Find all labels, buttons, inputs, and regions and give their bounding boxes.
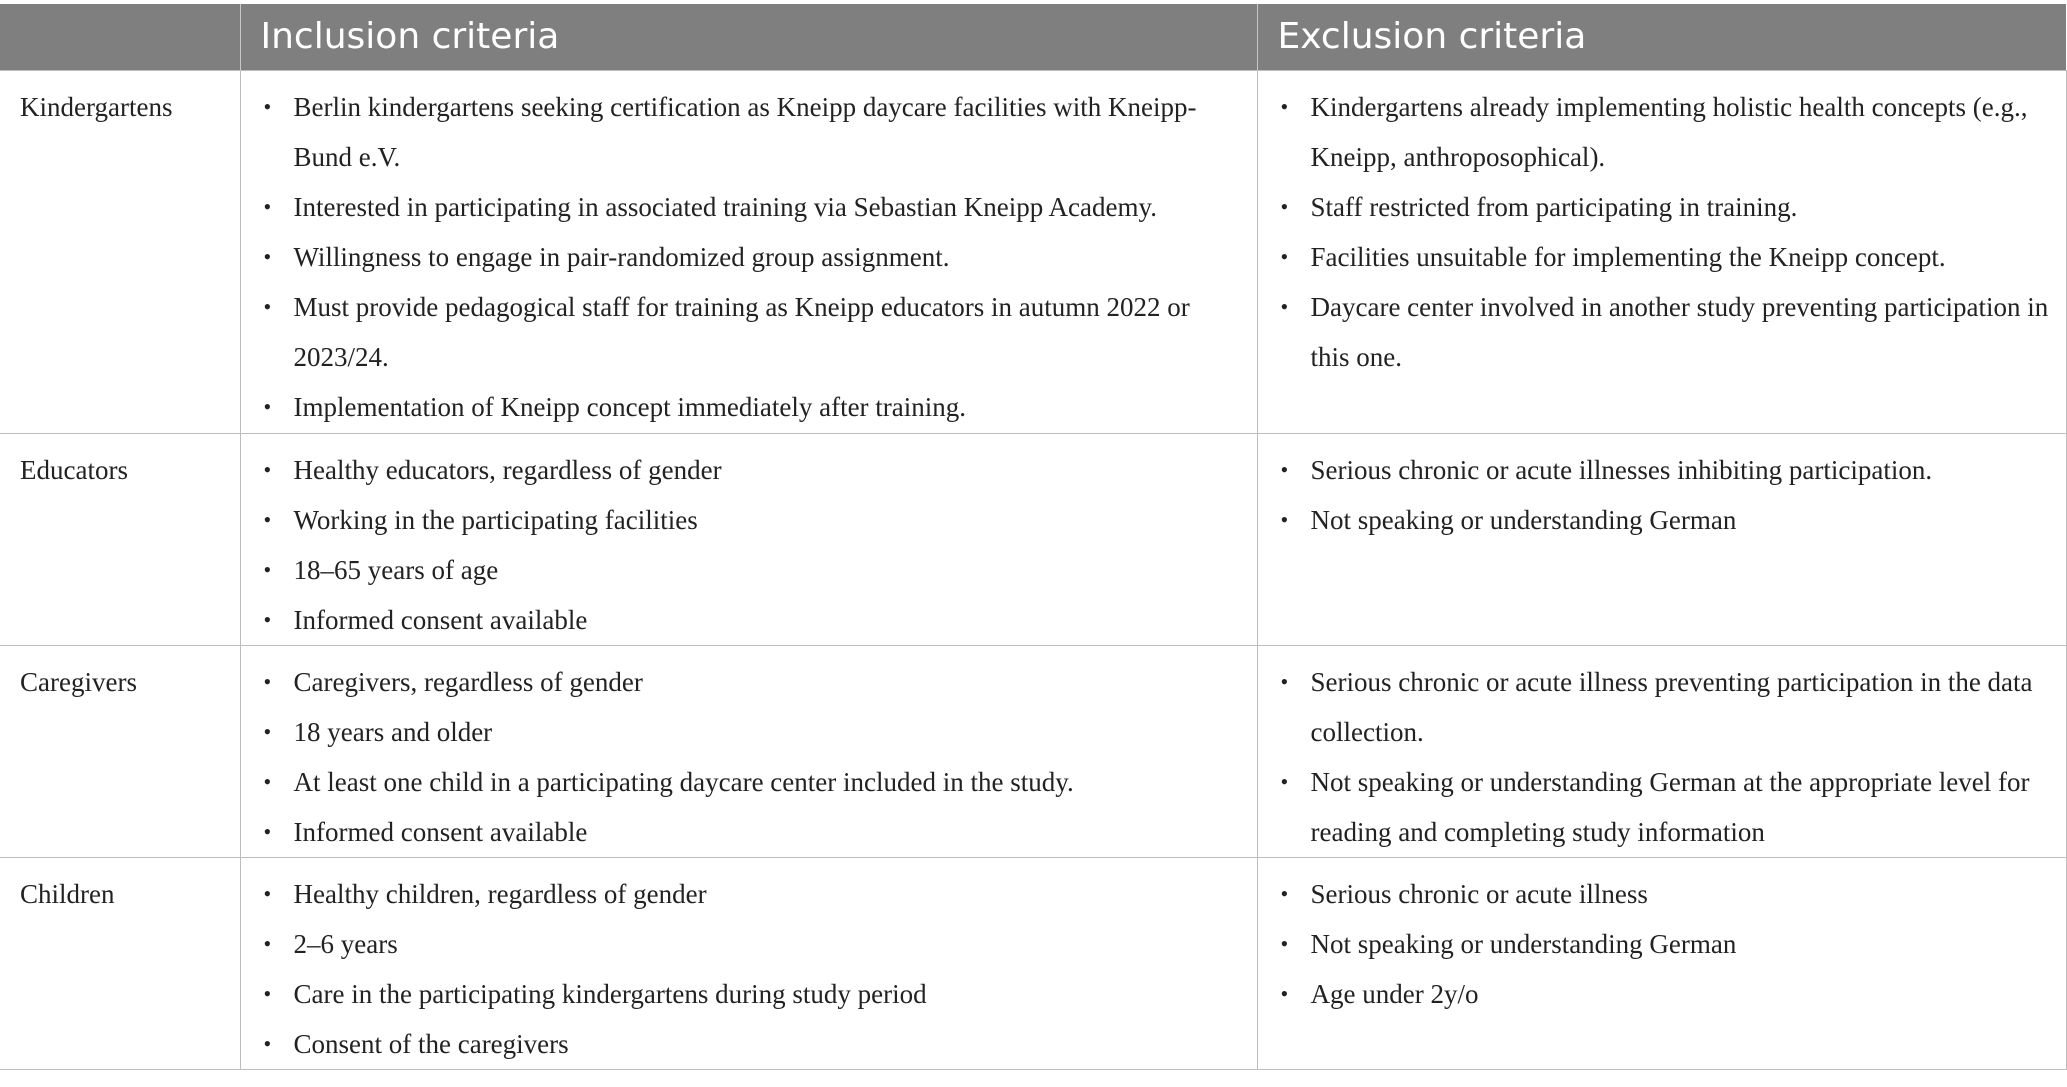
list-item — [241, 595, 1245, 645]
list-item — [241, 657, 1245, 707]
list-item — [241, 495, 1245, 545]
criterion-text: Healthy children, regardless of gender — [293, 878, 707, 909]
criterion-text: Consent of the caregivers — [293, 1028, 569, 1059]
list-item — [241, 545, 1245, 595]
bullet-icon: • — [1280, 293, 1289, 319]
list-item — [1258, 657, 2054, 757]
criterion-text: Informed consent available — [293, 604, 588, 635]
row-label: Educators — [0, 433, 240, 645]
bullet-icon: • — [1280, 243, 1289, 269]
criterion-text: Serious chronic or acute illness preventing participation in the data collection. — [1310, 666, 2033, 747]
criterion-text: Care in the participating kindergartens during study period — [293, 978, 927, 1009]
row-label: Children — [0, 857, 240, 1069]
criterion-text: 2–6 years — [293, 928, 398, 959]
bullet-icon: • — [263, 1030, 272, 1056]
bullet-icon: • — [1280, 980, 1289, 1006]
exclusion-list — [1258, 445, 2054, 545]
list-item — [1258, 282, 2054, 382]
criterion-text: Berlin kindergartens seeking certification as Kneipp daycare facilities with Kneipp-Bund e.V. — [293, 91, 1197, 172]
inclusion-cell — [240, 70, 1257, 433]
bullet-icon: • — [1280, 668, 1289, 694]
header-empty-cell — [0, 4, 240, 70]
exclusion-cell — [1257, 70, 2066, 433]
list-item — [241, 1019, 1245, 1069]
list-item — [1258, 82, 2054, 182]
list-item — [241, 445, 1245, 495]
header-row — [0, 4, 2066, 70]
list-item — [1258, 445, 2054, 495]
criterion-text: Must provide pedagogical staff for training as Kneipp educators in autumn 2022 or 2023/24. — [293, 291, 1190, 372]
list-item — [1258, 869, 2054, 919]
row-label: Kindergartens — [0, 70, 240, 433]
list-item — [241, 969, 1245, 1019]
criteria-table — [0, 4, 2067, 1070]
list-item — [1258, 495, 2054, 545]
criterion-text: Staff restricted from participating in training. — [1310, 191, 1798, 222]
criterion-text: 18–65 years of age — [293, 554, 499, 585]
inclusion-cell — [240, 857, 1257, 1069]
bullet-icon: • — [263, 93, 272, 119]
criterion-text: Healthy educators, regardless of gender — [293, 454, 722, 485]
bullet-icon: • — [263, 556, 272, 582]
criterion-text: Not speaking or understanding German — [1310, 504, 1737, 535]
bullet-icon: • — [263, 393, 272, 419]
criterion-text: Daycare center involved in another study preventing participation in this one. — [1310, 291, 2049, 372]
inclusion-list — [241, 445, 1245, 645]
table-row — [0, 645, 2066, 857]
exclusion-list — [1258, 657, 2054, 857]
exclusion-cell — [1257, 433, 2066, 645]
inclusion-list — [241, 869, 1245, 1069]
inclusion-cell — [240, 645, 1257, 857]
bullet-icon: • — [1280, 193, 1289, 219]
list-item — [241, 282, 1245, 382]
list-item — [241, 707, 1245, 757]
criterion-text: Facilities unsuitable for implementing the Kneipp concept. — [1310, 241, 1946, 272]
criterion-text: Age under 2y/o — [1310, 978, 1479, 1009]
bullet-icon: • — [263, 880, 272, 906]
table-row — [0, 433, 2066, 645]
list-item — [241, 182, 1245, 232]
list-item — [1258, 757, 2054, 857]
bullet-icon: • — [263, 243, 272, 269]
bullet-icon: • — [263, 718, 272, 744]
criterion-text: Serious chronic or acute illness — [1310, 878, 1648, 909]
list-item — [241, 82, 1245, 182]
list-item — [241, 232, 1245, 282]
exclusion-list — [1258, 82, 2054, 382]
list-item — [241, 919, 1245, 969]
row-label: Caregivers — [0, 645, 240, 857]
list-item — [241, 757, 1245, 807]
bullet-icon: • — [263, 506, 272, 532]
criterion-text: Working in the participating facilities — [293, 504, 698, 535]
criterion-text: At least one child in a participating daycare center included in the study. — [293, 766, 1074, 797]
criterion-text: Informed consent available — [293, 816, 588, 847]
criterion-text: Kindergartens already implementing holistic health concepts (e.g., Kneipp, anthroposophical). — [1310, 91, 2028, 172]
bullet-icon: • — [263, 193, 272, 219]
bullet-icon: • — [263, 668, 272, 694]
list-item — [241, 807, 1245, 857]
bullet-icon: • — [263, 456, 272, 482]
bullet-icon: • — [1280, 456, 1289, 482]
header-inclusion: Inclusion criteria — [240, 4, 1257, 70]
bullet-icon: • — [263, 606, 272, 632]
criterion-text: Not speaking or understanding German at the appropriate level for reading and completing study information — [1310, 766, 2030, 847]
table-row — [0, 70, 2066, 433]
criterion-text: 18 years and older — [293, 716, 493, 747]
bullet-icon: • — [1280, 506, 1289, 532]
bullet-icon: • — [1280, 768, 1289, 794]
bullet-icon: • — [1280, 93, 1289, 119]
criterion-text: Not speaking or understanding German — [1310, 928, 1737, 959]
criterion-text: Serious chronic or acute illnesses inhibiting participation. — [1310, 454, 1933, 485]
inclusion-list — [241, 82, 1245, 432]
inclusion-list — [241, 657, 1245, 857]
bullet-icon: • — [263, 293, 272, 319]
inclusion-cell — [240, 433, 1257, 645]
criterion-text: Interested in participating in associated training via Sebastian Kneipp Academy. — [293, 191, 1157, 222]
exclusion-cell — [1257, 645, 2066, 857]
list-item — [241, 869, 1245, 919]
list-item — [1258, 969, 2054, 1019]
bullet-icon: • — [263, 768, 272, 794]
bullet-icon: • — [263, 980, 272, 1006]
criterion-text: Caregivers, regardless of gender — [293, 666, 643, 697]
bullet-icon: • — [1280, 880, 1289, 906]
header-exclusion: Exclusion criteria — [1257, 4, 2066, 70]
list-item — [1258, 182, 2054, 232]
list-item — [1258, 232, 2054, 282]
list-item — [1258, 919, 2054, 969]
list-item — [241, 382, 1245, 432]
bullet-icon: • — [1280, 930, 1289, 956]
exclusion-cell — [1257, 857, 2066, 1069]
criterion-text: Willingness to engage in pair-randomized group assignment. — [293, 241, 950, 272]
bullet-icon: • — [263, 930, 272, 956]
bullet-icon: • — [263, 818, 272, 844]
table-row — [0, 857, 2066, 1069]
criterion-text: Implementation of Kneipp concept immediately after training. — [293, 391, 967, 422]
exclusion-list — [1258, 869, 2054, 1019]
